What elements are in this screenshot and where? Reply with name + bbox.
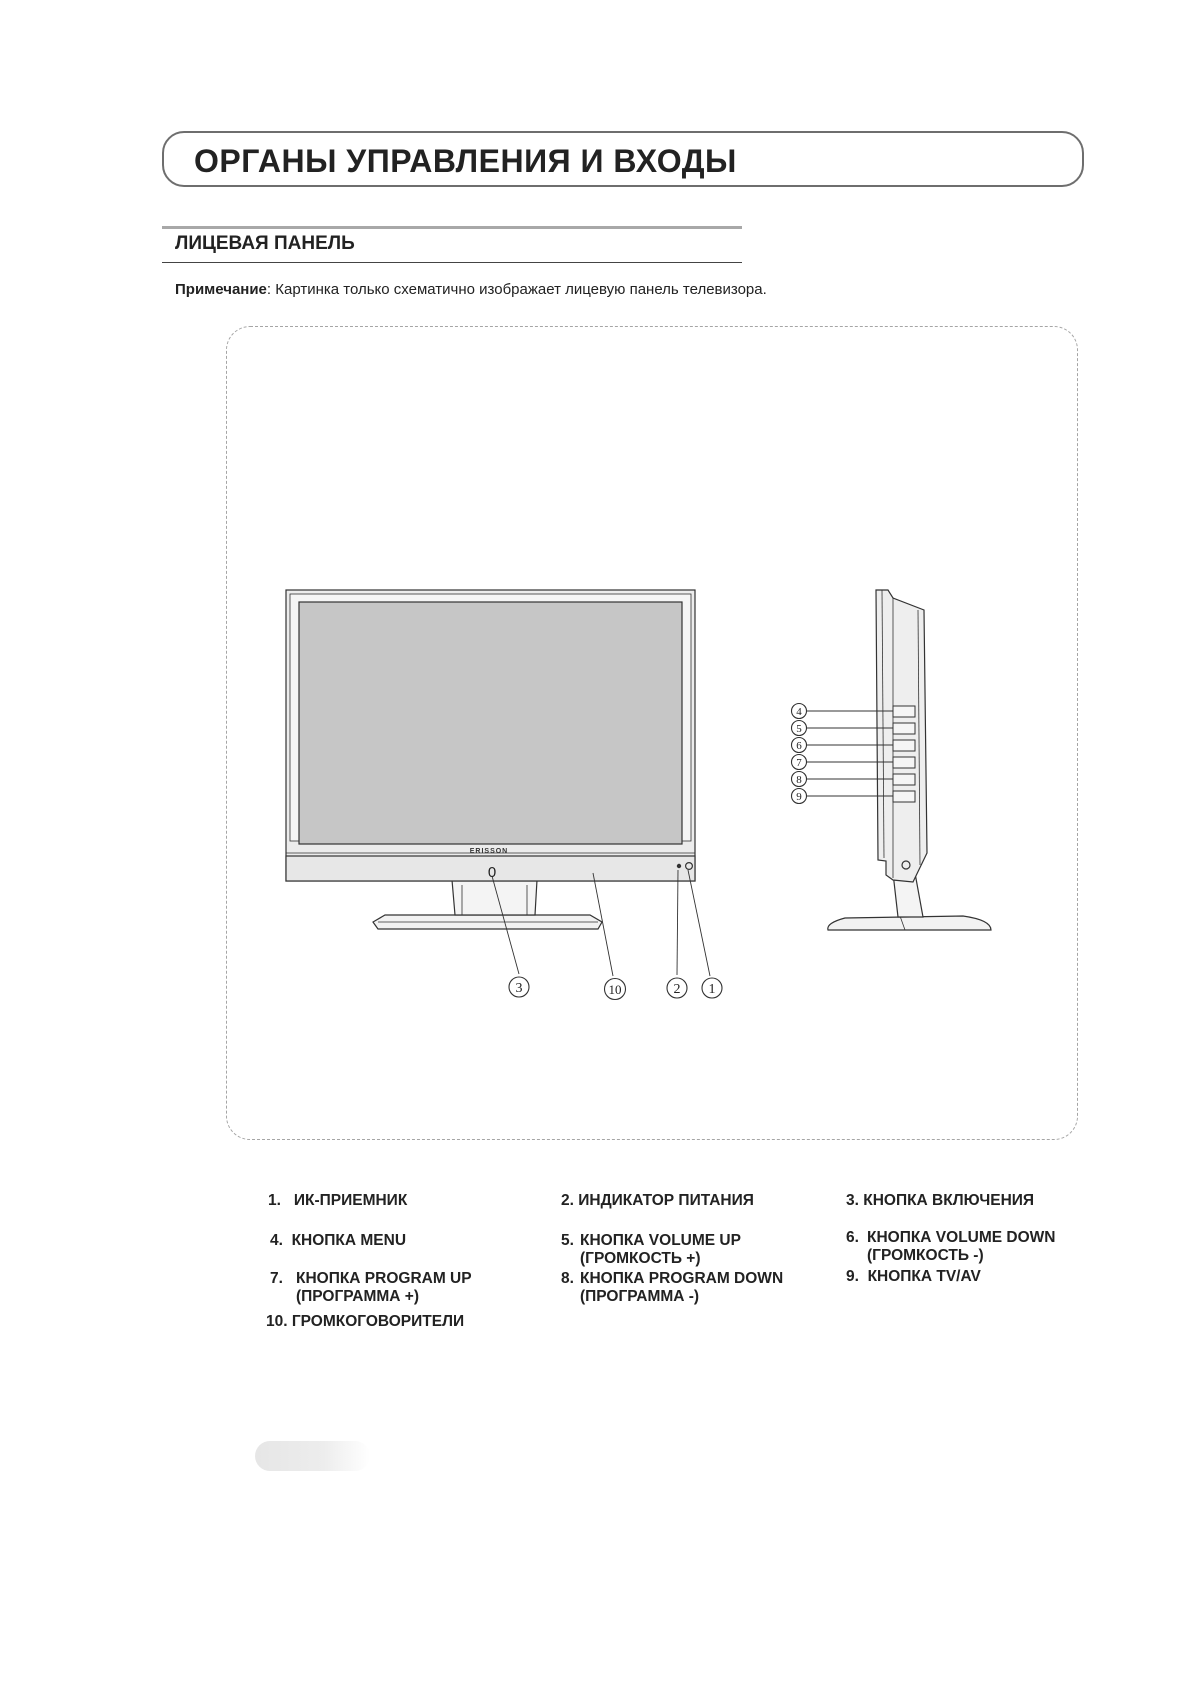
power-indicator [677, 864, 680, 867]
side-button-program-up [893, 757, 915, 768]
power-button-icon: 0 [487, 864, 497, 881]
page-title: ОРГАНЫ УПРАВЛЕНИЯ И ВХОДЫ [194, 143, 737, 179]
legend-item-1: 1. ИК-ПРИЕМНИК [268, 1192, 408, 1209]
legend-item-8: 8. КНОПКА PROGRAM DOWN (ПРОГРАММА -) [561, 1270, 784, 1305]
page-number-tab [255, 1441, 370, 1471]
side-button-volume-down [893, 740, 915, 751]
tv-front-view [286, 590, 710, 976]
callout-10-label: 10 [608, 982, 622, 997]
side-button-volume-up [893, 723, 915, 734]
leader-1 [688, 870, 710, 976]
legend-item-4: 4. КНОПКА MENU [270, 1232, 407, 1249]
legend-item-9: 9. КНОПКА TV/AV [846, 1268, 981, 1285]
section-title: ЛИЦЕВАЯ ПАНЕЛЬ [175, 233, 355, 254]
callout-9-label: 9 [796, 791, 802, 803]
screen [299, 602, 682, 844]
side-button-tv-av [893, 791, 915, 802]
side-button-menu [893, 706, 915, 717]
tv-side-view [806, 590, 991, 930]
callout-6-label: 6 [796, 740, 802, 752]
callout-1-label: 1 [708, 982, 716, 997]
legend-item-3: 3. КНОПКА ВКЛЮЧЕНИЯ [846, 1192, 1035, 1209]
callout-3-label: 3 [515, 981, 523, 996]
callout-7-label: 7 [796, 757, 802, 769]
callout-4-label: 4 [796, 706, 802, 718]
legend-item-5: 5. КНОПКА VOLUME UP (ГРОМКОСТЬ +) [561, 1232, 741, 1267]
callout-2-label: 2 [673, 982, 681, 997]
brand-logo: ERISSON [469, 848, 509, 855]
side-stand-base [828, 916, 991, 930]
note-text: : Картинка только схематично изображает лицевую панель телевизора. [266, 281, 767, 298]
leader-2 [677, 870, 678, 975]
side-button-program-down [893, 774, 915, 785]
callout-5-label: 5 [796, 723, 802, 735]
legend-item-6: 6. КНОПКА VOLUME DOWN (ГРОМКОСТЬ -) [846, 1229, 1056, 1264]
legend-item-2: 2. ИНДИКАТОР ПИТАНИЯ [561, 1192, 754, 1209]
legend-item-7: 7. КНОПКА PROGRAM UP (ПРОГРАММА +) [270, 1270, 472, 1305]
callout-8-label: 8 [796, 774, 802, 786]
legend-item-10: 10. ГРОМКОГОВОРИТЕЛИ [266, 1313, 465, 1330]
note-label: Примечание [175, 281, 267, 298]
